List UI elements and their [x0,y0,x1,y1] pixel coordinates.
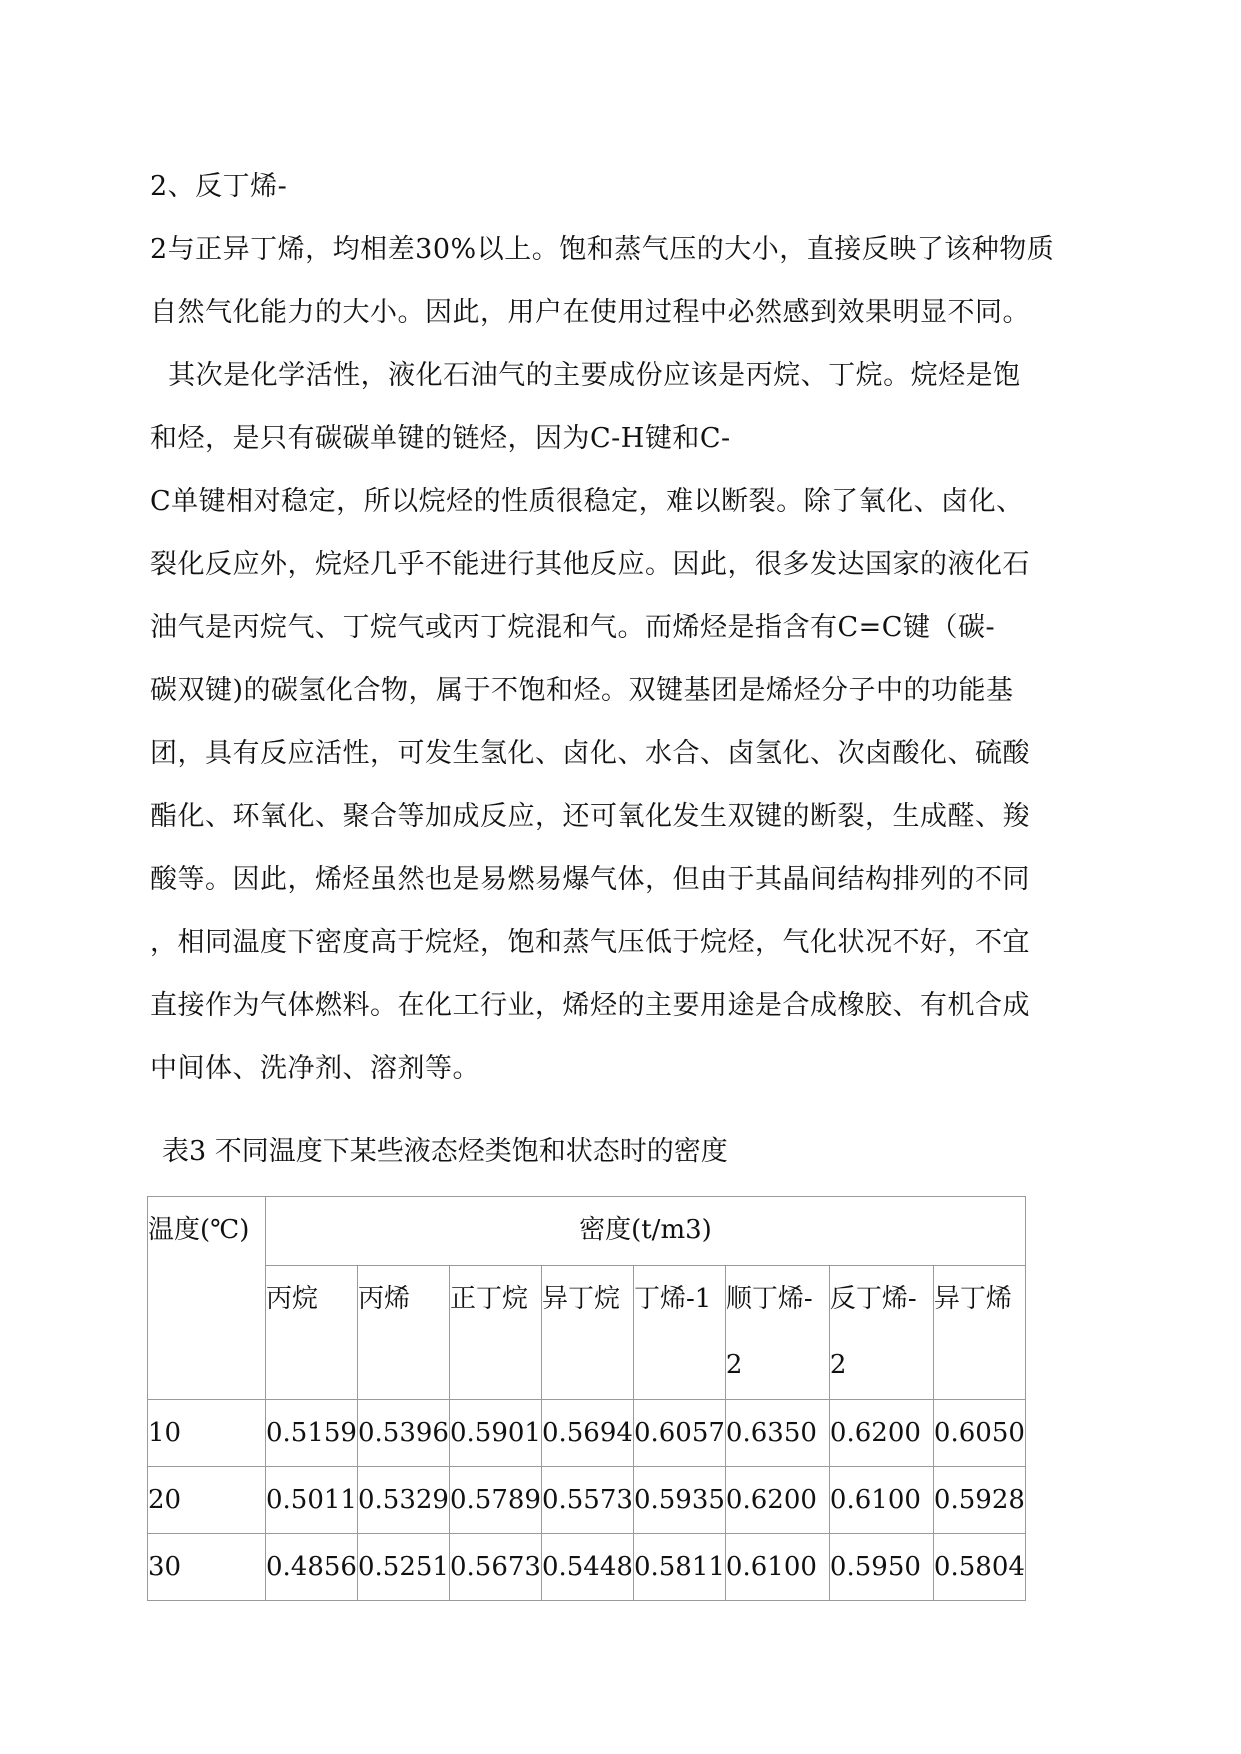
paragraph-line: 酸等。因此，烯烃虽然也是易燃易爆气体，但由于其晶间结构排列的不同 [150,864,1030,895]
table-cell: 0.6350 [725,1400,829,1467]
table-cell: 0.6050 [933,1400,1025,1467]
table-caption: 表3 不同温度下某些液态烃类饱和状态时的密度 [162,1136,728,1167]
paragraph-line: 和烃，是只有碳碳单键的链烃，因为C-H键和C- [150,423,731,454]
table-subheader-row [148,1266,1026,1400]
column-header: 丁烯-1 [633,1266,725,1400]
column-header: 丙烷 [266,1266,358,1400]
column-header: 反丁烯-2 [829,1266,933,1400]
table-cell: 0.4856 [266,1534,358,1601]
table-cell: 0.6200 [829,1400,933,1467]
table-cell: 0.6057 [633,1400,725,1467]
paragraph-line: 其次是化学活性，液化石油气的主要成份应该是丙烷、丁烷。烷烃是饱 [150,360,1021,391]
table-row [148,1534,1026,1601]
paragraph-line: C单键相对稳定，所以烷烃的性质很稳定，难以断裂。除了氧化、卤化、 [150,486,1024,517]
paragraph-line: 中间体、洗净剂、溶剂等。 [150,1053,480,1084]
body-paragraph [150,155,1090,1100]
paragraph-line: 油气是丙烷气、丁烷气或丙丁烷混和气。而烯烃是指含有C=C键（碳- [150,612,996,643]
table-row [148,1467,1026,1534]
table-cell: 0.5011 [266,1467,358,1534]
table-cell: 0.5928 [933,1467,1025,1534]
temperature-header: 温度(℃) [148,1197,266,1400]
temperature-cell: 30 [148,1534,266,1601]
table-cell: 0.5159 [266,1400,358,1467]
paragraph-line: 自然气化能力的大小。因此，用户在使用过程中必然感到效果明显不同。 [150,297,1030,328]
density-header: 密度(t/m3) [266,1197,1026,1266]
paragraph-line: 直接作为气体燃料。在化工行业，烯烃的主要用途是合成橡胶、有机合成 [150,990,1030,1021]
paragraph-line: 2、反丁烯- [150,171,288,202]
table-header-row [148,1197,1026,1266]
paragraph-line: 团，具有反应活性，可发生氢化、卤化、水合、卤氢化、次卤酸化、硫酸 [150,738,1030,769]
column-header: 顺丁烯-2 [725,1266,829,1400]
table-cell: 0.5789 [449,1467,541,1534]
table-cell: 0.5573 [541,1467,633,1534]
table-cell: 0.5329 [357,1467,449,1534]
table-cell: 0.5935 [633,1467,725,1534]
temperature-cell: 20 [148,1467,266,1534]
table-cell: 0.5804 [933,1534,1025,1601]
density-table [147,1196,1026,1601]
table-cell: 0.5251 [357,1534,449,1601]
column-header: 正丁烷 [449,1266,541,1400]
paragraph-line: 2与正异丁烯，均相差30%以上。饱和蒸气压的大小，直接反映了该种物质 [150,234,1055,265]
column-header: 异丁烯 [933,1266,1025,1400]
table-cell: 0.5811 [633,1534,725,1601]
table-cell: 0.6100 [725,1534,829,1601]
table-cell: 0.6100 [829,1467,933,1534]
temperature-cell: 10 [148,1400,266,1467]
table-cell: 0.5396 [357,1400,449,1467]
table-cell: 0.5448 [541,1534,633,1601]
paragraph-line: ，相同温度下密度高于烷烃，饱和蒸气压低于烷烃，气化状况不好，不宜 [150,927,1030,958]
table-cell: 0.5694 [541,1400,633,1467]
table-row [148,1400,1026,1467]
table-cell: 0.6200 [725,1467,829,1534]
column-header: 异丁烷 [541,1266,633,1400]
paragraph-line: 碳双键)的碳氢化合物，属于不饱和烃。双键基团是烯烃分子中的功能基 [150,675,1014,706]
column-header: 丙烯 [357,1266,449,1400]
paragraph-line: 酯化、环氧化、聚合等加成反应，还可氧化发生双键的断裂，生成醛、羧 [150,801,1030,832]
paragraph-line: 裂化反应外，烷烃几乎不能进行其他反应。因此，很多发达国家的液化石 [150,549,1030,580]
table-cell: 0.5950 [829,1534,933,1601]
table-cell: 0.5901 [449,1400,541,1467]
table-cell: 0.5673 [449,1534,541,1601]
